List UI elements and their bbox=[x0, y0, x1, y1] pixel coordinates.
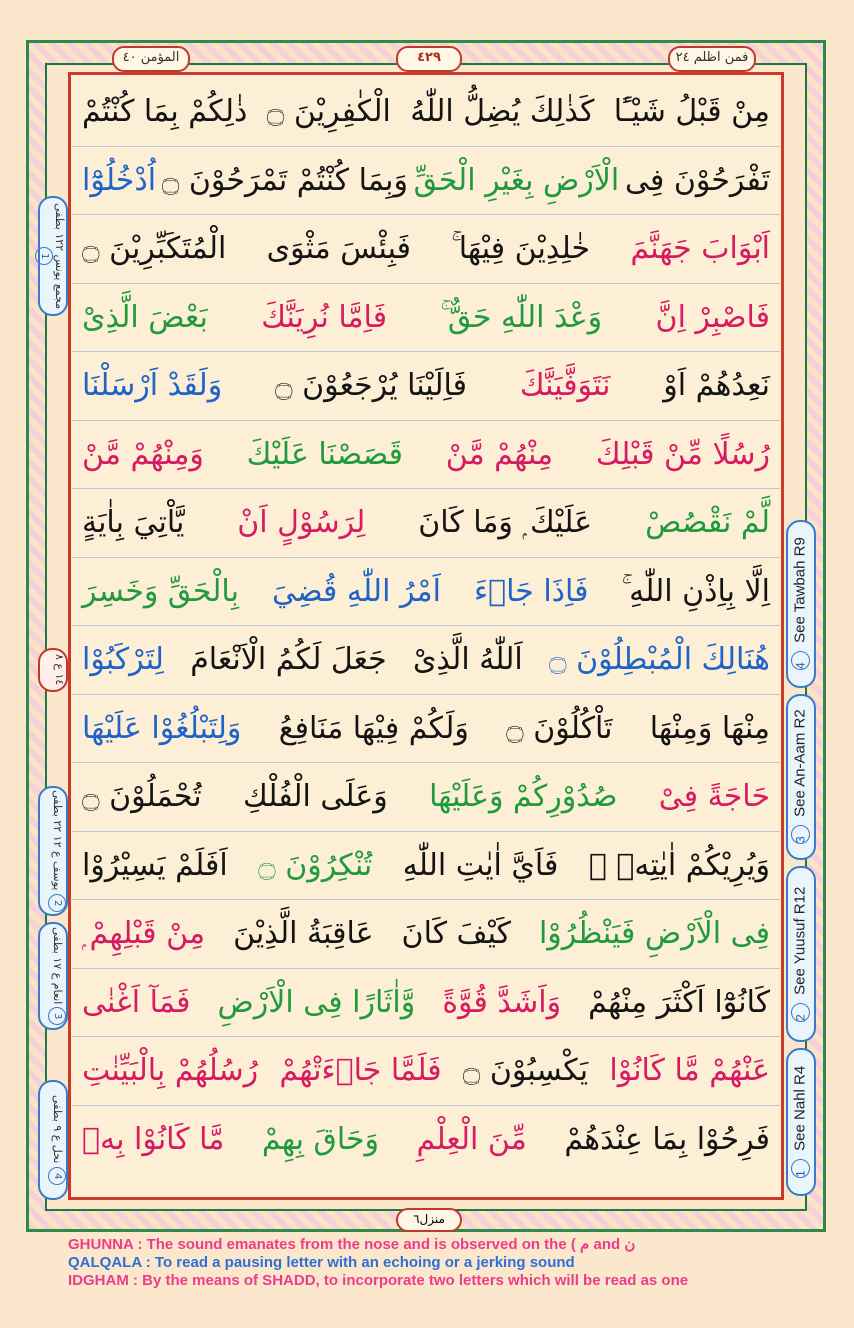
text-segment: فَرِحُوْا بِمَا عِنْدَهُمْ bbox=[564, 1122, 770, 1158]
text-segment: ذٰلِكُمْ بِمَا كُنْتُمْ bbox=[82, 94, 248, 130]
margin-note-text: مجمع يونس ١٢٢ بطفى bbox=[53, 202, 66, 310]
para-name-label: فمن اظلم ٢٤ bbox=[668, 46, 756, 72]
text-segment: وَّاٰثَارًا فِى الْاَرْضِ bbox=[217, 984, 416, 1020]
text-segment: كَانُوْٓا اَكْثَرَ مِنْهُمْ bbox=[588, 984, 770, 1020]
text-line bbox=[72, 215, 780, 284]
text-segment: مَّا كَانُوْا بِهٖ bbox=[82, 1122, 225, 1158]
text-segment: اَفَلَمْ يَسِيْرُوْا bbox=[82, 847, 228, 883]
text-line bbox=[72, 489, 780, 558]
text-line bbox=[72, 763, 780, 832]
legend-idgham: IDGHAM : By the means of SHADD, to incorporate two letters which will be read as one bbox=[68, 1272, 689, 1289]
text-segment: وَحَاقَ بِهِمْ bbox=[261, 1122, 379, 1158]
text-line bbox=[72, 421, 780, 490]
text-segment: كَيْفَ كَانَ bbox=[401, 916, 511, 952]
text-segment: فَاِلَيْنَا يُرْجَعُوْنَ ۝ bbox=[275, 368, 467, 404]
text-segment: لِتَرْكَبُوْا bbox=[82, 642, 164, 678]
text-segment: يَّاْتِيَ بِاٰيَةٍ bbox=[82, 505, 185, 541]
text-segment: فَبِئْسَ مَثْوَى bbox=[266, 231, 411, 267]
text-line bbox=[72, 284, 780, 353]
margin-note bbox=[38, 922, 68, 1030]
text-segment: بِالْحَقِّ وَخَسِرَ bbox=[82, 573, 239, 609]
text-segment: فَاَيَّ اٰيٰتِ اللّٰهِ bbox=[402, 847, 559, 883]
reference-number: 3 bbox=[792, 825, 811, 844]
text-segment: وَلِتَبْلُغُوْا عَلَيْهَا bbox=[82, 710, 242, 746]
text-segment: وَاَشَدَّ قُوَّةً bbox=[442, 984, 562, 1020]
text-segment: عَلَيْكَ ۭ وَمَا كَانَ bbox=[418, 505, 593, 541]
margin-note-number: 1 bbox=[35, 247, 53, 265]
text-segment: كَذٰلِكَ يُضِلُّ اللّٰهُ bbox=[410, 94, 595, 130]
text-segment: نَعِدُهُمْ اَوْ bbox=[663, 368, 770, 404]
text-line bbox=[72, 1037, 780, 1106]
text-line bbox=[72, 900, 780, 969]
margin-note bbox=[38, 1080, 68, 1200]
text-segment: هُنَالِكَ الْمُبْطِلُوْنَ ۝ bbox=[548, 642, 770, 678]
margin-note-text: انعام ع ١٧ بطفى bbox=[51, 926, 64, 1004]
reference-note bbox=[786, 1048, 816, 1196]
text-segment: فَاصْبِرْ اِنَّ bbox=[655, 299, 770, 335]
margin-note-number: 4 bbox=[48, 1167, 66, 1185]
text-segment: مِنْهُمْ مَّنْ bbox=[445, 436, 554, 472]
text-segment: تَفْرَحُوْنَ فِى bbox=[624, 162, 770, 198]
text-segment: فِى الْاَرْضِ فَيَنْظُرُوْا bbox=[538, 916, 770, 952]
reference-text: See Tawbah R9 bbox=[791, 537, 809, 644]
reference-note bbox=[786, 694, 816, 860]
text-segment: فَاِذَا جَاۗءَ bbox=[474, 573, 589, 609]
text-line bbox=[72, 969, 780, 1038]
text-segment: عَنْهُمْ مَّا كَانُوْا bbox=[609, 1053, 770, 1089]
text-segment: لَّمْ نَقْصُصْ bbox=[645, 505, 770, 541]
text-segment: مِنْهَا وَمِنْهَا bbox=[649, 710, 770, 746]
text-segment: لِرَسُوْلٍ اَنْ bbox=[237, 505, 366, 541]
surah-name-label: المؤمن ٤٠ bbox=[112, 46, 190, 72]
text-segment: وَلَقَدْ اَرْسَلْنَا bbox=[82, 368, 223, 404]
text-line bbox=[72, 147, 780, 216]
text-segment: صُدُوْرِكُمْ وَعَلَيْهَا bbox=[429, 779, 618, 815]
legend-qalqala: QALQALA : To read a pausing letter with an echoing or a jerking sound bbox=[68, 1254, 575, 1271]
text-segment: يَكْسِبُوْنَ ۝ bbox=[462, 1053, 589, 1089]
text-segment: وَمِنْهُمْ مَّنْ bbox=[82, 436, 204, 472]
ruku-marker bbox=[38, 648, 68, 692]
reference-text: See Nahl R4 bbox=[791, 1065, 809, 1151]
text-segment: الْكٰفِرِيْنَ ۝ bbox=[266, 94, 391, 130]
text-segment: عَاقِبَةُ الَّذِيْنَ bbox=[233, 916, 374, 952]
text-segment: فَاِمَّا نُرِيَنَّكَ bbox=[261, 299, 388, 335]
text-line bbox=[72, 78, 780, 147]
margin-note-text: نحل ع ٩ بطفى bbox=[51, 1095, 64, 1164]
text-segment: رُسُلًا مِّنْ قَبْلِكَ bbox=[595, 436, 770, 472]
text-segment: اِلَّا بِاِذْنِ اللّٰهِ ۚ bbox=[621, 573, 770, 609]
text-segment: بَعْضَ الَّذِىْ bbox=[82, 299, 208, 335]
text-segment: وَعْدَ اللّٰهِ حَقٌّ ۚ bbox=[440, 299, 603, 335]
margin-note bbox=[38, 786, 68, 916]
reference-note bbox=[786, 520, 816, 688]
text-line bbox=[72, 1106, 780, 1175]
text-segment: قَصَصْنَا عَلَيْكَ bbox=[246, 436, 403, 472]
text-segment: تُنْكِرُوْنَ ۝ bbox=[258, 847, 373, 883]
manzil-label: منزل٦ bbox=[396, 1208, 462, 1232]
text-segment: جَعَلَ لَكُمُ الْاَنْعَامَ bbox=[190, 642, 387, 678]
text-segment: مِنْ قَبْلِهِمْ ۭ bbox=[82, 916, 206, 952]
text-segment: مِنْ قَبْلُ شَيْـًٔا bbox=[613, 94, 770, 130]
reference-note bbox=[786, 866, 816, 1042]
margin-note-text: يوسف ع ١٢ ٢٢ بطفى bbox=[51, 790, 64, 891]
reference-number: 2 bbox=[792, 1003, 811, 1022]
text-segment: وَعَلَى الْفُلْكِ bbox=[243, 779, 388, 815]
text-segment: الْمُتَكَبِّرِيْنَ ۝ bbox=[82, 231, 227, 267]
reference-text: See Yuusuf R12 bbox=[791, 886, 809, 995]
text-segment: اَمْرُ اللّٰهِ قُضِيَ bbox=[272, 573, 441, 609]
text-segment: الْاَرْضِ بِغَيْرِ الْحَقِّ bbox=[413, 162, 620, 198]
text-line bbox=[72, 626, 780, 695]
legend-ghunna: GHUNNA : The sound emanates from the nose and is observed on the ( م and ن bbox=[68, 1236, 636, 1253]
text-segment: نَتَوَفَّيَنَّكَ bbox=[519, 368, 611, 404]
text-segment: تَاْكُلُوْنَ ۝ bbox=[506, 710, 613, 746]
text-segment: وَيُرِيْكُمْ اٰيٰتِهٖ ۖ bbox=[588, 847, 770, 883]
ruku-marker-text: ١٤ ع ٨ bbox=[53, 654, 66, 686]
text-segment: وَلَكُمْ فِيْهَا مَنَافِعُ bbox=[278, 710, 469, 746]
text-segment: فَمَآ اَغْنٰى bbox=[82, 984, 191, 1020]
text-segment: اَبْوَابَ جَهَنَّمَ bbox=[630, 231, 770, 267]
text-line bbox=[72, 558, 780, 627]
text-segment: اَللّٰهُ الَّذِىْ bbox=[412, 642, 523, 678]
text-segment: فَلَمَّا جَاۗءَتْهُمْ bbox=[279, 1053, 442, 1089]
text-segment: تُحْمَلُوْنَ ۝ bbox=[82, 779, 202, 815]
text-segment: اُدْخُلُوْٓا bbox=[82, 162, 157, 198]
reference-number: 1 bbox=[792, 1159, 811, 1178]
reference-text: See An-Aam R2 bbox=[791, 709, 809, 818]
text-segment: خٰلِدِيْنَ فِيْهَا ۚ bbox=[451, 231, 591, 267]
text-segment: وَبِمَا كُنْتُمْ تَمْرَحُوْنَ ۝ bbox=[161, 162, 408, 198]
text-segment: حَاجَةً فِىْ bbox=[658, 779, 770, 815]
page-number: ٤٢٩ bbox=[396, 46, 462, 72]
reference-number: 4 bbox=[792, 651, 811, 670]
margin-note-number: 3 bbox=[48, 1007, 66, 1025]
text-segment: رُسُلُهُمْ بِالْبَيِّنٰتِ bbox=[82, 1053, 259, 1089]
text-line bbox=[72, 695, 780, 764]
quran-text bbox=[72, 78, 780, 1174]
text-line bbox=[72, 352, 780, 421]
text-line bbox=[72, 832, 780, 901]
margin-note-number: 2 bbox=[48, 894, 66, 912]
text-segment: مِّنَ الْعِلْمِ bbox=[416, 1122, 527, 1158]
margin-note bbox=[38, 196, 68, 316]
